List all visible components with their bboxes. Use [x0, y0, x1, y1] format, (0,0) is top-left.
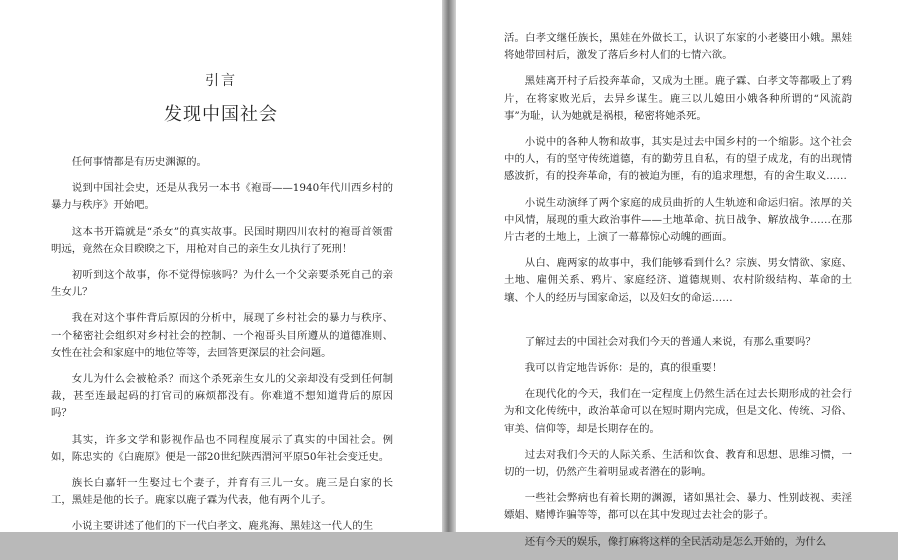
right-page-body: [504, 30, 852, 560]
paragraph-continued: 活。白孝文继任族长，黑娃在外做长工，认识了东家的小老婆田小娥。黑娃将她带回村后，激发了落后乡村人们的七情六欲。: [504, 32, 852, 62]
paragraph: 族长白嘉轩一生娶过七个妻子，并育有三儿一女。鹿三是白家的长工，黑娃是他的长子。鹿家以鹿子霖为代表，他有两个儿子。: [51, 477, 393, 507]
right-page: [456, 0, 898, 548]
paragraph: 在现代化的今天，我们在一定程度上仍然生活在过去长期形成的社会行为和文化传统中，政治革命可以在短时期内完成，但是文化、传统、习俗、审美、信仰等，却是长期存在的。: [504, 388, 852, 435]
left-page: [0, 0, 442, 532]
paragraph: 小说中的各种人物和故事，其实是过去中国乡村的一个缩影。这个社会中的人，有的坚守传统道德，有的勤劳且自私，有的望子成龙，有的出现情感波折，有的投奔革命，有的被迫为匪，有的追求理想，有的舍生取义……: [504, 136, 852, 183]
paragraph: 我在对这个事件背后原因的分析中，展现了乡村社会的暴力与秩序、一个秘密社会组织对乡村社会的控制、一个袍哥头目所遵从的道德准则、女性在社会和家庭中的地位等等，去回答更深层的社会问题。: [51, 312, 393, 359]
paragraph: 小说生动演绎了两个家庭的成员曲折的人生轨迹和命运归宿。浓厚的关中风情，展现的重大政治事件——土地革命、抗日战争、解放战争……在那片古老的土地上，上演了一幕幕惊心动魄的画面。: [504, 196, 852, 244]
paragraph: 任何事情都是有历史渊源的。: [71, 156, 207, 168]
chapter-label: 引言: [205, 73, 237, 89]
paragraph: 还有今天的娱乐，像打麻将这样的全民活动是怎么开始的，为什么: [524, 535, 827, 548]
paragraph: 我可以肯定地告诉你：是的，真的很重要！: [524, 362, 723, 375]
paragraph: 女儿为什么会被枪杀？而这个杀死亲生女儿的父亲却没有受到任何制裁，甚至连最起码的打官司的麻烦都没有。你难道不想知道背后的原因吗？: [51, 373, 393, 420]
paragraph: 了解过去的中国社会对我们今天的普通人来说，有那么重要吗？: [524, 335, 816, 348]
paragraph: 黑娃离开村子后投奔革命，又成为土匪。鹿子霖、白孝文等都吸上了鸦片，在将家败光后，去异乡谋生。鹿三以儿媳田小娥各种所谓的“风流韵事”为耻，认为她就是祸根，秘密将她杀死。: [504, 75, 852, 122]
paragraph: 说到中国社会史，还是从我另一本书《袍哥——1940年代川西乡村的暴力与秩序》开始吧。: [51, 182, 393, 212]
paragraph: 小说主要讲述了他们的下一代白孝文、鹿兆海、黑娃这一代人的生: [71, 520, 374, 533]
left-page-body: [51, 154, 393, 545]
paragraph: 过去对我们今天的人际关系、生活和饮食、教育和思想、思维习惯，一切的一切，仍然产生着明显或者潜在的影响。: [504, 448, 852, 479]
section-break: [504, 316, 852, 334]
paragraph: 一些社会弊病也有着长期的渊源，诸如黑社会、暴力、性别歧视、卖淫嫖娼、赌博诈骗等等，都可以在其中发现过去社会的影子。: [504, 492, 852, 522]
book-spine-divider: [442, 0, 456, 532]
paragraph: 从白、鹿两家的故事中，我们能够看到什么？宗族、男女情欲、家庭、土地、雇佣关系、鸦片、家庭经济、道德规则、农村阶级结构、革命的土壤、个人的经历与国家命运，以及妇女的命运……: [504, 257, 852, 304]
paragraph: 初听到这个故事，你不觉得惊骇吗？为什么一个父亲要杀死自己的亲生女儿？: [51, 269, 393, 299]
paragraph: 其实，许多文学和影视作品也不同程度展示了真实的中国社会。例如，陈忠实的《白鹿原》便是一部20世纪陕西渭河平原50年社会变迁史。: [51, 433, 393, 463]
paragraph: 这本书开篇就是“杀女”的真实故事。民国时期四川农村的袍哥首领雷明远，竟然在众目睽睽之下，用枪对自己的亲生女儿执行了死刑！: [51, 225, 393, 255]
chapter-title: 发现中国社会: [164, 104, 278, 125]
